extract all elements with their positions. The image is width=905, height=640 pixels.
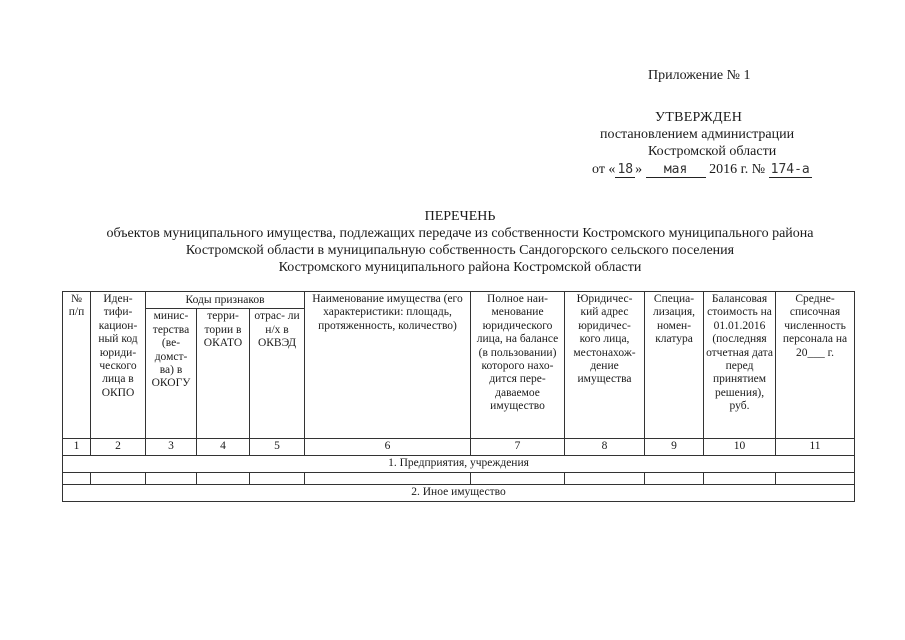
column-number: 3 — [146, 439, 197, 456]
col-header-balance-value: Балансовая стоимость на 01.01.2016 (последняя отчетная дата перед принятием решения), руб. — [704, 292, 776, 439]
table-row-empty — [63, 473, 855, 485]
col-header-okato: терри- тории в ОКАТО — [197, 309, 250, 439]
col-header-okogu: минис- терства (ве- домст- ва) в ОКОГУ — [146, 309, 197, 439]
table-cell — [91, 473, 146, 485]
appendix-label: Приложение № 1 — [648, 68, 751, 83]
heading-line-3: Костромского муниципального района Костромской области — [278, 260, 642, 275]
col-header-number: № п/п — [63, 292, 91, 439]
date-prefix: от « — [592, 162, 616, 177]
table-cell — [471, 473, 565, 485]
col-header-okved: отрас- ли н/х в ОКВЭД — [250, 309, 305, 439]
table-cell — [63, 473, 91, 485]
column-number: 11 — [776, 439, 855, 456]
approved-region-line: Костромской области — [648, 144, 777, 159]
column-number: 7 — [471, 439, 565, 456]
date-day: 18 — [617, 162, 634, 177]
col-header-property-name: Наименование имущества (его характеристики: площадь, протяженность, количество) — [305, 292, 471, 439]
column-number: 9 — [645, 439, 704, 456]
table-cell — [776, 473, 855, 485]
approved-by-line: постановлением администрации — [600, 127, 795, 142]
col-header-headcount: Средне- списочная численность персонала на 20___ г. — [776, 292, 855, 439]
decree-number: 174-а — [770, 162, 810, 177]
section-title-other-property: 2. Иное имущество — [63, 485, 855, 502]
table-cell — [704, 473, 776, 485]
column-number: 6 — [305, 439, 471, 456]
heading-line-1: объектов муниципального имущества, подлежащих передаче из собственности Костромского муниципального района — [106, 226, 814, 241]
column-number: 2 — [91, 439, 146, 456]
column-number: 4 — [197, 439, 250, 456]
column-number-row — [63, 439, 855, 456]
table-cell — [250, 473, 305, 485]
column-number: 8 — [565, 439, 645, 456]
section-row-enterprises — [63, 456, 855, 473]
table-cell — [146, 473, 197, 485]
date-month: мая — [646, 162, 706, 178]
column-number: 5 — [250, 439, 305, 456]
document-heading — [40, 208, 880, 276]
col-header-codes-group: Коды признаков — [146, 292, 305, 309]
section-title-enterprises: 1. Предприятия, учреждения — [63, 456, 855, 473]
table-cell — [565, 473, 645, 485]
table-cell — [645, 473, 704, 485]
property-transfer-table — [62, 291, 855, 502]
heading-line-2: Костромской области в муниципальную собственность Сандогорского сельского поселения — [185, 243, 735, 258]
col-header-legal-address: Юридичес- кий адрес юридичес- кого лица, местонахож- дение имущества — [565, 292, 645, 439]
date-year-text: 2016 г. № — [709, 162, 766, 177]
approved-title: УТВЕРЖДЕН — [655, 110, 743, 125]
column-number: 10 — [704, 439, 776, 456]
header-row-1 — [63, 292, 855, 309]
heading-main: ПЕРЕЧЕНЬ — [424, 209, 496, 224]
col-header-specialization: Специа- лизация, номен- клатура — [645, 292, 704, 439]
section-row-other-property — [63, 485, 855, 502]
approval-date-line — [592, 162, 812, 178]
table-cell — [197, 473, 250, 485]
col-header-okpo: Иден- тифи- кацион- ный код юриди- ческого лица в ОКПО — [91, 292, 146, 439]
table-cell — [305, 473, 471, 485]
date-quote-close: » — [635, 162, 643, 177]
column-number: 1 — [63, 439, 91, 456]
col-header-legal-entity: Полное наи- менование юридического лица, на балансе (в пользовании) которого нахо- дится пере- даваемое имущество — [471, 292, 565, 439]
